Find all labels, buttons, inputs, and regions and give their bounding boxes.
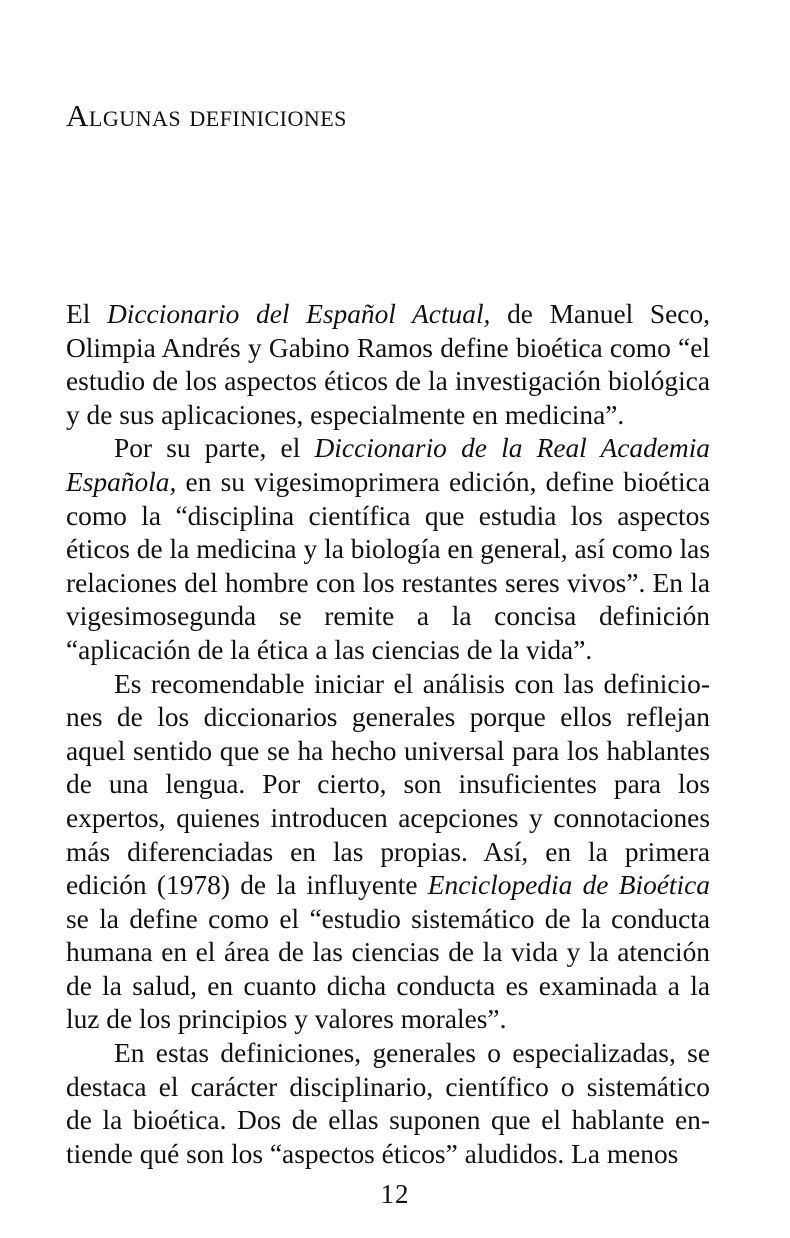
text-run: Por su parte, el [114, 433, 315, 464]
paragraph [66, 298, 710, 432]
italic-title: Diccionario del Español Actual, [107, 299, 491, 329]
text-run: se la define como el “estudio sistemático de la conducta humana en el área de las ciencias de la vida y la atención de la salud, en cuanto dicha conducta es examinada a la luz de los principios y valores morales”. [66, 903, 710, 1035]
text-run: El [66, 299, 107, 329]
text-run: Es recomendable iniciar el análisis con las definiciones de los diccionarios generales porque ellos reflejan aquel sentido que se ha hecho universal para los hablantes de una lengua. Por cierto, son insuficientes para los expertos, quienes introducen acepciones y connotaciones más diferenciadas en las propias. Así, en la primera edición (1978) de la influyente [66, 668, 710, 901]
italic-title: Diccionario de la Real Academia Española, [66, 433, 711, 497]
paragraph [66, 668, 710, 1038]
text-run: En estas definiciones, generales o especializadas, se destaca el carácter disciplinario, científico o sistemático de la bioética. Dos de ellas suponen que el hablante entiende qué son los “aspectos éticos” aludidos. La menos [66, 1038, 710, 1169]
paragraph [66, 432, 710, 667]
paragraph [66, 1037, 710, 1171]
page-number: 12 [380, 1179, 410, 1209]
italic-title: Enciclopedia de Bioética [427, 870, 710, 901]
chapter-title: Algunas definiciones [66, 98, 347, 133]
text-run: de Manuel Seco, Olimpia Andrés y Gabino Ramos define bioética como “el estudio de los aspectos éticos de la investigación biológica y de sus aplicaciones, especialmente en medicina”. [66, 299, 710, 430]
body-text [66, 298, 710, 1171]
text-run: en su vigesimoprimera edición, define bioética como la “disciplina científica que estudia los aspectos éticos de la medicina y la biología en general, así como las relaciones del hombre con los restantes seres vivos”. En la vigesimosegunda se remite a la concisa definición “aplicación de la ética a las ciencias de la vida”. [66, 466, 710, 665]
